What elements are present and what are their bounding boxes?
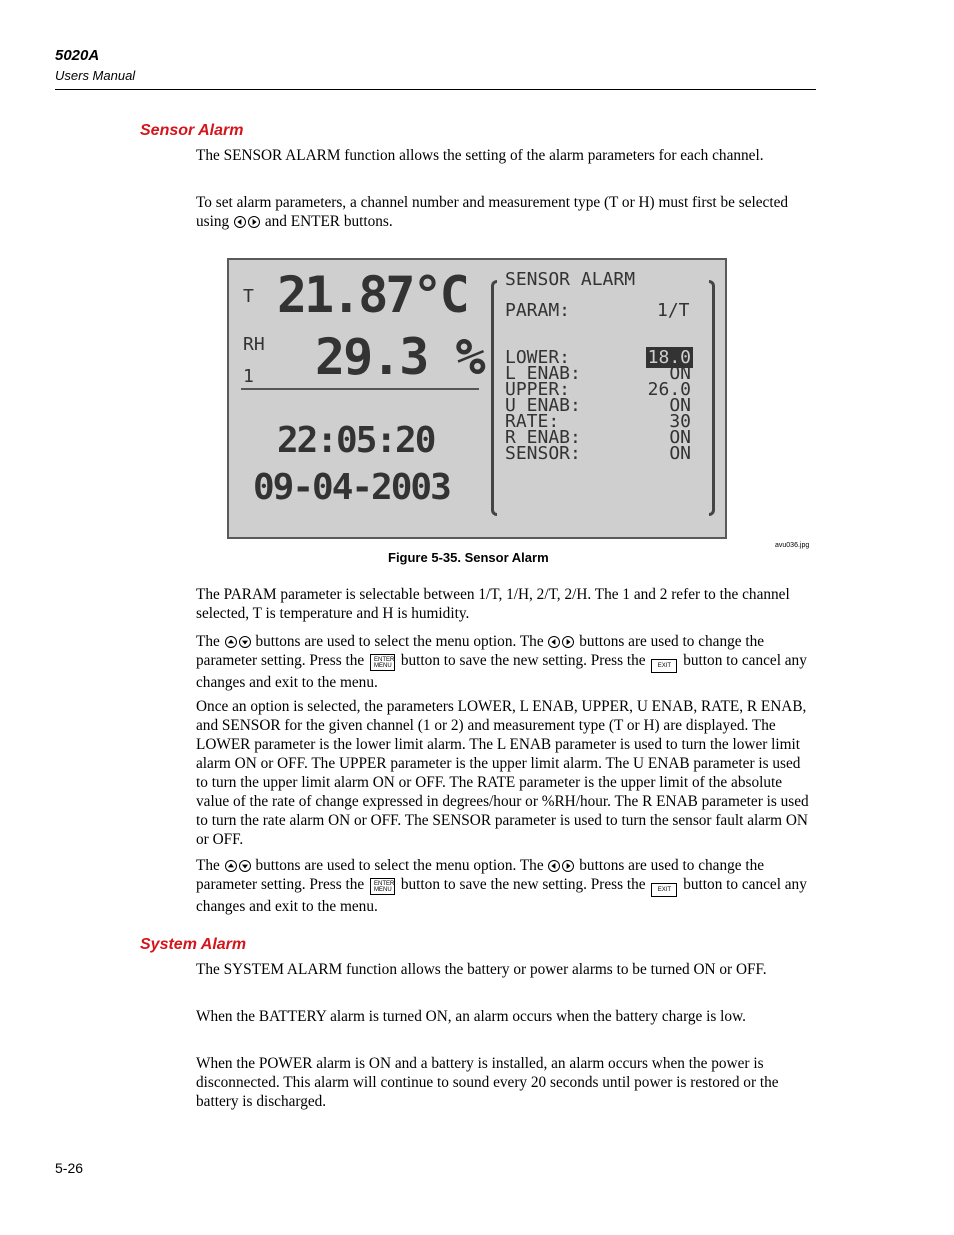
lcd-humidity: 29.3 %: [315, 328, 484, 386]
lcd-temp-label: T: [243, 286, 254, 307]
page-number: 5-26: [55, 1160, 84, 1176]
key-label: MENU: [374, 663, 392, 669]
text-run: button to save the new setting. Press the: [400, 876, 646, 893]
lcd-row-label: RATE:: [505, 411, 560, 432]
right-arrow-button-icon: [562, 860, 574, 872]
paragraph: [196, 856, 816, 916]
text-run: buttons are used to select the menu option. The: [255, 857, 544, 874]
lcd-row-label: SENSOR:: [505, 443, 581, 464]
left-arrow-button-icon: [548, 860, 560, 872]
text-run: buttons are used to change the parameter setting. Press the: [196, 633, 765, 669]
lcd-row-label: U ENAB:: [505, 395, 581, 416]
key-label: ENTER: [374, 657, 395, 663]
right-arrow-button-icon: [248, 216, 260, 228]
lcd-row-label: LOWER:: [505, 347, 571, 368]
lcd-rh-label: RH: [243, 334, 265, 355]
paragraph: [196, 193, 816, 231]
lcd-row-label: L ENAB:: [505, 363, 581, 384]
up-arrow-button-icon: [225, 636, 237, 648]
figure-caption: Figure 5-35. Sensor Alarm: [388, 550, 549, 565]
lcd-row-label: UPPER:: [505, 379, 571, 400]
lcd-row-label: R ENAB:: [505, 427, 581, 448]
up-arrow-button-icon: [225, 860, 237, 872]
text-run: and ENTER buttons.: [264, 213, 393, 230]
key-label: EXIT: [657, 663, 672, 669]
lcd-channel: 1: [243, 366, 254, 387]
lcd-bracket-right: [709, 280, 715, 516]
lcd-row-value: ON: [669, 443, 691, 464]
lcd-bracket-left: [491, 280, 497, 516]
lcd-row-value: 26.0: [647, 379, 691, 400]
left-arrow-button-icon: [548, 636, 560, 648]
header-rule: [55, 89, 816, 90]
exit-key-icon: [651, 883, 677, 897]
text-run: The: [196, 633, 220, 650]
paragraph: When the BATTERY alarm is turned ON, an alarm occurs when the battery charge is low.: [196, 1008, 746, 1025]
figure-filename: avu036.jpg: [775, 542, 810, 549]
lcd-selected-value: 18.0: [647, 347, 691, 368]
lcd-row-value: 30: [669, 411, 691, 432]
lcd-row-value: ON: [669, 363, 691, 384]
lcd-row-value: ON: [669, 427, 691, 448]
key-label: EXIT: [657, 887, 672, 893]
paragraph: [196, 632, 816, 692]
down-arrow-button-icon: [239, 860, 251, 872]
text-run: The: [196, 857, 220, 874]
text-run: button to save the new setting. Press the: [400, 652, 646, 669]
section-heading-system-alarm: System Alarm: [140, 936, 247, 953]
text-run: To set alarm parameters, a channel number and measurement type (T or H) must first be selected using: [196, 194, 789, 230]
section-heading-sensor-alarm: Sensor Alarm: [140, 122, 244, 139]
exit-key-icon: [651, 659, 677, 673]
paragraph: The SENSOR ALARM function allows the setting of the alarm parameters for each channel.: [196, 147, 764, 164]
text-run: buttons are used to change the parameter setting. Press the: [196, 857, 765, 893]
text-run: button to cancel any changes and exit to the menu.: [196, 652, 807, 691]
right-arrow-button-icon: [562, 636, 574, 648]
paragraph: Once an option is selected, the parameters LOWER, L ENAB, UPPER, U ENAB, RATE, R ENAB, and SENSOR for the given channel (1 or 2) and measurement type (T or H) are displayed. The LOWER parameter is the lower limit alarm. The L ENAB parameter is used to turn the lower limit alarm ON or OFF. The UPPER parameter is the upper limit alarm. The U ENAB parameter is used to turn the upper limit alarm ON or OFF. The RATE parameter is the upper limit of the absolute value of the rate of change expressed in degrees/hour or %RH/hour. The R ENAB parameter is used to turn the rate alarm ON or OFF. The SENSOR parameter is used to turn the sensor fault alarm ON or OFF.: [196, 698, 809, 848]
enter-menu-key-icon: [370, 878, 395, 895]
lcd-param-value: 1/T: [657, 300, 690, 321]
paragraph: The PARAM parameter is selectable between 1/T, 1/H, 2/T, 2/H. The 1 and 2 refer to the channel selected, T is temperature and H is humidity.: [196, 586, 790, 622]
paragraph: When the POWER alarm is ON and a battery is installed, an alarm occurs when the power is disconnected. This alarm will continue to sound every 20 seconds until power is restored or the battery is discharged.: [196, 1055, 779, 1110]
lcd-row-value: ON: [669, 395, 691, 416]
lcd-time: 22:05:20: [277, 420, 435, 461]
text-run: button to cancel any changes and exit to the menu.: [196, 876, 807, 915]
key-label: MENU: [374, 887, 392, 893]
header-manual: Users Manual: [55, 68, 136, 83]
paragraph: The SYSTEM ALARM function allows the battery or power alarms to be turned ON or OFF.: [196, 961, 767, 978]
lcd-divider: [241, 388, 479, 390]
left-arrow-button-icon: [234, 216, 246, 228]
lcd-temperature: 21.87°C: [277, 266, 467, 324]
lcd-param-label: PARAM:: [505, 300, 571, 321]
down-arrow-button-icon: [239, 636, 251, 648]
lcd-menu-title: SENSOR ALARM: [505, 269, 636, 290]
lcd-display-figure: [227, 258, 727, 539]
text-run: buttons are used to select the menu option. The: [255, 633, 544, 650]
enter-menu-key-icon: [370, 654, 395, 671]
key-label: ENTER: [374, 881, 395, 887]
lcd-date: 09-04-2003: [253, 467, 450, 508]
header-model: 5020A: [55, 47, 100, 64]
